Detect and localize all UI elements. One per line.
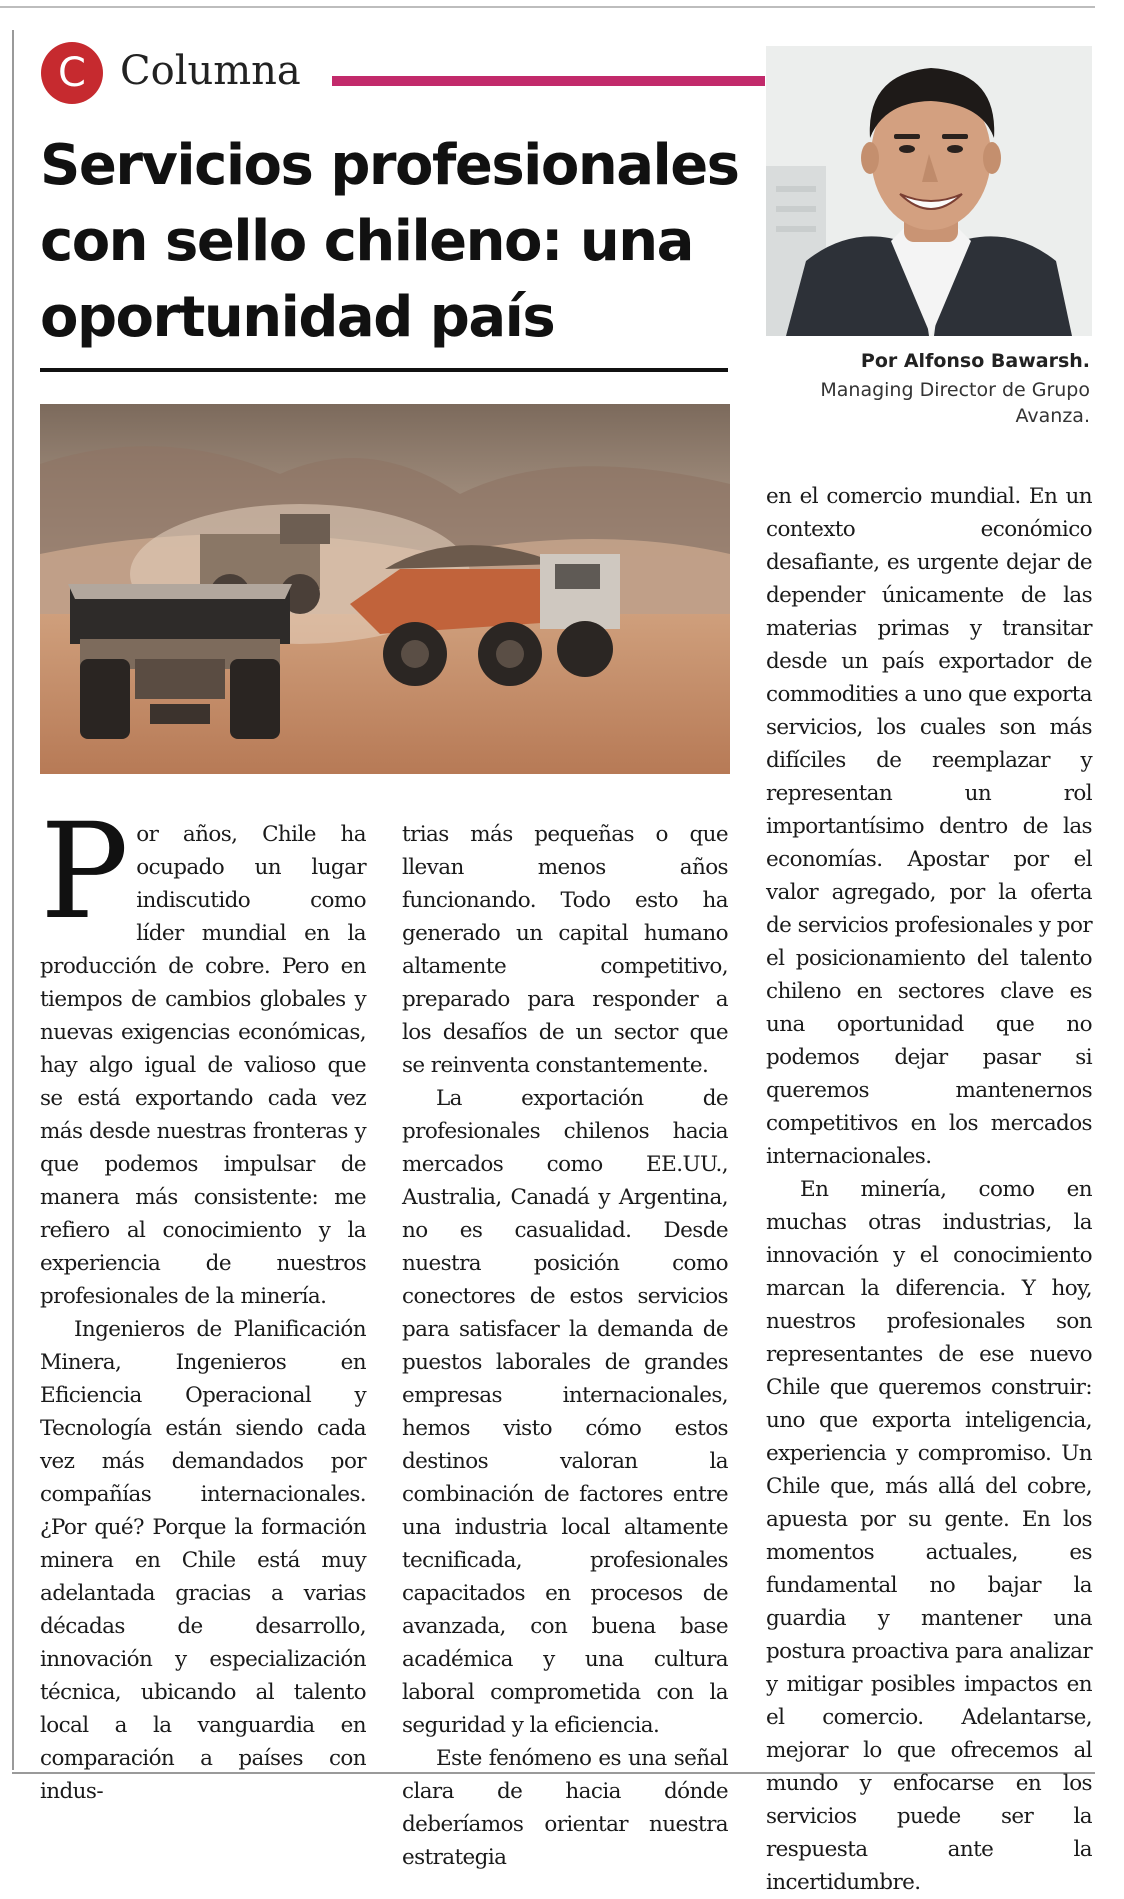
body-column-1 (40, 795, 366, 1808)
body-column-3 (766, 480, 1092, 1899)
mining-scene-illustration (40, 404, 730, 774)
author-photo (766, 46, 1092, 336)
body-column-2 (402, 818, 728, 1874)
paragraph-4: Este fenómeno es una señal clara de hacia dónde deberíamos orientar nuestra estrategia (402, 1746, 728, 1870)
author-portrait-illustration (766, 46, 1092, 336)
headline: Servicios profesionales con sello chileno: una oportunidad país (40, 133, 739, 350)
section-badge: C (41, 42, 103, 104)
paragraph-5: En minería, como en muchas otras industrias, la innovación y el conocimiento marcan la diferencia. Y hoy, nuestros profesionales son representantes de ese nuevo Chile que queremos construir: uno que exporta inteligencia, experiencia y compromiso. Un Chile que, más allá del cobre, apuesta por su gente. En los momentos actuales, es fundamental no bajar la guardia y mantener una postura proactiva para analizar y mitigar posibles impactos en el comercio. Adelantarse, mejorar lo que ofrecemos al mundo y enfocarse en los servicios puede ser la respuesta ante la incertidumbre. (766, 1177, 1092, 1895)
paragraph-3: La exportación de profesionales chilenos hacia mercados como EE.UU., Australia, Canadá y Argentina, no es casualidad. Desde nuestra posición como conectores de estos servicios para satisfacer la demanda de puestos laborales de grandes empresas internacionales, hemos visto cómo estos destinos valoran la combinación de factores entre una industria local altamente tecnificada, profesionales capacitados en procesos de avanzada, con buena base académica y una cultura laboral comprometida con la seguridad y la eficiencia. (402, 1086, 728, 1738)
section-label: Columna (120, 48, 301, 94)
paragraph-2-continued: trias más pequeñas o que llevan menos años funcionando. Todo esto ha generado un capital humano altamente competitivo, preparado para responder a los desafíos de un sector que se reinventa constantemente. (402, 822, 728, 1078)
paragraph-4-continued: en el comercio mundial. En un contexto económico desafiante, es urgente dejar de depender únicamente de las materias primas y transitar desde un país exportador de commodities a uno que exporta servicios, los cuales son más difíciles de reemplazar y representan un rol importantísimo dentro de las economías. Apostar por el valor agregado, por la oferta de servicios profesionales y por el posicionamiento del talento chileno en sectores clave es una oportunidad que no podemos dejar pasar si queremos mantenernos competitivos en los mercados internacionales. (766, 484, 1092, 1169)
top-rule (0, 6, 1095, 8)
paragraph-1 (40, 795, 366, 1313)
author-role: Managing Director de Grupo Avanza. (820, 379, 1090, 427)
paragraph-2: Ingenieros de Planificación Minera, Ingenieros en Eficiencia Operacional y Tecnología están siendo cada vez más demandados por compañías internacionales. ¿Por qué? Porque la formación minera en Chile está muy adelantada gracias a varias décadas de desarrollo, innovación y especialización técnica, ubicando al talento local a la vanguardia en comparación a países con indus- (40, 1317, 366, 1804)
section-rule (332, 76, 765, 86)
paragraph-1-text: or años, Chile ha ocupado un lugar indiscutido como líder mundial en la producción de cobre. Pero en tiempos de cambios globales y nuevas exigencias económicas, hay algo igual de valioso que se está exportando cada vez más desde nuestras fronteras y que podemos impulsar de manera más consistente: me refiero al conocimiento y la experiencia de nuestros profesionales de la minería. (40, 822, 366, 1309)
author-byline: Por Alfonso Bawarsh. (860, 350, 1090, 372)
headline-rule (40, 368, 728, 372)
dropcap: P (40, 795, 129, 949)
left-column-rule (12, 30, 14, 1770)
mining-trucks-photo (40, 404, 730, 774)
